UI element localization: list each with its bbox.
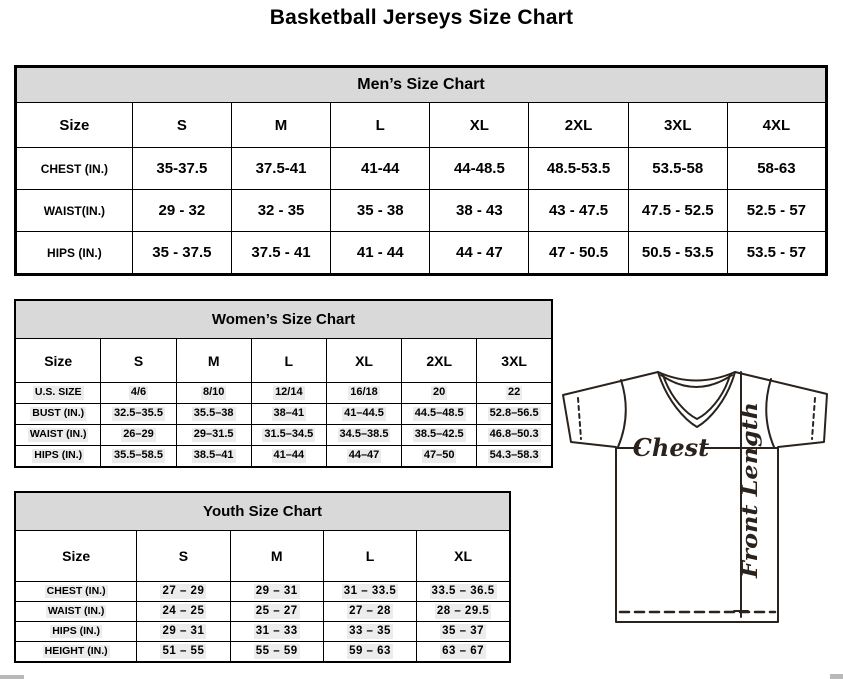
row-label-text: BUST (IN.)	[32, 407, 85, 420]
table-row	[15, 642, 510, 663]
table-row	[15, 425, 552, 446]
value-cell: 53.5-58	[628, 148, 727, 190]
value-cell	[101, 383, 176, 404]
value-cell	[137, 582, 230, 602]
value-cell-text: 51 – 55	[162, 645, 205, 658]
size-header-cell: 2XL	[529, 103, 628, 148]
value-cell: 41-44	[331, 148, 430, 190]
size-header-cell: M	[176, 339, 251, 383]
value-cell	[101, 404, 176, 425]
value-cell-text: 20	[433, 386, 446, 399]
value-cell	[326, 404, 401, 425]
value-cell	[402, 404, 477, 425]
value-cell	[230, 602, 323, 622]
value-cell-text: 35.5–58.5	[114, 449, 163, 462]
value-cell	[137, 622, 230, 642]
row-label	[15, 622, 137, 642]
table-title: Youth Size Chart	[15, 492, 510, 531]
value-cell	[230, 582, 323, 602]
row-label-text: HIPS (IN.)	[52, 624, 101, 637]
mens-size-table	[14, 65, 828, 276]
value-cell-text: 4/6	[130, 386, 147, 399]
value-cell-text: 47–50	[423, 449, 455, 462]
value-cell: 29 - 32	[132, 190, 231, 232]
value-cell-text: 12/14	[275, 386, 303, 399]
size-column-header: Size	[15, 531, 137, 582]
value-cell-text: 63 – 67	[442, 645, 485, 658]
value-cell	[230, 622, 323, 642]
value-cell: 53.5 - 57	[727, 232, 826, 275]
value-cell-text: 59 – 63	[349, 645, 391, 658]
value-cell	[477, 383, 552, 404]
horizontal-scrollbar-fragment-right[interactable]	[830, 674, 843, 679]
value-cell: 52.5 - 57	[727, 190, 826, 232]
row-label	[15, 383, 101, 404]
value-cell	[477, 446, 552, 468]
value-cell-text: 29–31.5	[193, 428, 234, 441]
jersey-right-seam	[766, 379, 774, 447]
value-cell	[477, 425, 552, 446]
value-cell-text: 46.8–50.3	[489, 428, 539, 441]
value-cell-text: 52.8–56.5	[489, 407, 539, 420]
value-cell: 41 - 44	[331, 232, 430, 275]
value-cell	[417, 622, 510, 642]
table-title: Women’s Size Chart	[15, 300, 552, 339]
table-row	[16, 232, 827, 275]
row-label-text: HEIGHT (IN.)	[44, 644, 108, 657]
value-cell: 58-63	[727, 148, 826, 190]
value-cell	[323, 642, 416, 663]
size-column-header: Size	[15, 339, 101, 383]
page-title: Basketball Jerseys Size Chart	[269, 6, 574, 29]
row-label-text: U.S. SIZE	[34, 386, 82, 399]
row-label	[15, 642, 137, 663]
value-cell-text: 55 – 59	[255, 645, 298, 658]
value-cell: 47.5 - 52.5	[628, 190, 727, 232]
value-cell	[176, 383, 251, 404]
value-cell-text: 25 – 27	[255, 605, 298, 618]
value-cell: 35 - 38	[331, 190, 430, 232]
value-cell-text: 44.5–48.5	[414, 407, 464, 420]
table-row	[15, 404, 552, 425]
value-cell: 35-37.5	[132, 148, 231, 190]
value-cell-text: 41–44.5	[344, 407, 384, 420]
womens-size-table	[14, 299, 553, 468]
value-cell	[251, 425, 326, 446]
table-row	[15, 622, 510, 642]
jersey-right-cuff-dashes	[812, 398, 815, 439]
value-cell-text: 38.5–42.5	[414, 428, 464, 441]
value-cell	[477, 404, 552, 425]
value-cell-text: 31 – 33.5	[343, 585, 397, 598]
row-label-text: CHEST (IN.)	[46, 584, 106, 597]
row-label-text: WAIST (IN.)	[47, 604, 105, 617]
value-cell-text: 33.5 – 36.5	[431, 585, 495, 598]
value-cell: 43 - 47.5	[529, 190, 628, 232]
value-cell-text: 35.5–38	[193, 407, 234, 420]
value-cell	[326, 425, 401, 446]
size-header-cell: S	[132, 103, 231, 148]
row-label	[15, 582, 137, 602]
row-label: WAIST(IN.)	[16, 190, 133, 232]
size-header-cell: L	[251, 339, 326, 383]
value-cell: 35 - 37.5	[132, 232, 231, 275]
value-cell: 38 - 43	[430, 190, 529, 232]
table-title: Men’s Size Chart	[16, 67, 827, 103]
value-cell	[323, 602, 416, 622]
value-cell-text: 44–47	[348, 449, 380, 462]
jersey-left-cuff-dashes	[578, 398, 581, 439]
row-label	[15, 446, 101, 468]
table-row	[15, 602, 510, 622]
row-label	[15, 425, 101, 446]
value-cell-text: 26–29	[123, 428, 154, 441]
value-cell: 50.5 - 53.5	[628, 232, 727, 275]
value-cell-text: 27 – 29	[162, 585, 205, 598]
value-cell	[137, 602, 230, 622]
value-cell	[417, 582, 510, 602]
value-cell-text: 24 – 25	[162, 605, 205, 618]
value-cell	[176, 425, 251, 446]
value-cell-text: 34.5–38.5	[339, 428, 389, 441]
size-header-cell: M	[230, 531, 323, 582]
value-cell	[101, 446, 176, 468]
value-cell	[230, 642, 323, 663]
value-cell-text: 27 – 28	[349, 605, 391, 618]
size-header-cell: 4XL	[727, 103, 826, 148]
size-column-header: Size	[16, 103, 133, 148]
size-header-cell: L	[331, 103, 430, 148]
value-cell	[326, 446, 401, 468]
row-label-text: HIPS (IN.)	[34, 449, 83, 462]
value-cell-text: 38.5–41	[193, 449, 234, 462]
value-cell: 32 - 35	[231, 190, 330, 232]
value-cell	[251, 383, 326, 404]
value-cell-text: 32.5–35.5	[114, 407, 163, 420]
value-cell: 47 - 50.5	[529, 232, 628, 275]
value-cell-text: 38–41	[273, 407, 305, 420]
value-cell-text: 16/18	[350, 386, 378, 399]
value-cell	[402, 425, 477, 446]
value-cell-text: 35 – 37	[442, 625, 485, 638]
value-cell-text: 54.3–58.3	[489, 449, 539, 462]
row-label	[15, 602, 137, 622]
jersey-left-seam	[618, 380, 626, 447]
size-header-cell: S	[101, 339, 176, 383]
value-cell: 37.5-41	[231, 148, 330, 190]
value-cell-text: 29 – 31	[162, 625, 205, 638]
value-cell: 44 - 47	[430, 232, 529, 275]
size-header-cell: 3XL	[628, 103, 727, 148]
chest-label: Chest	[632, 433, 710, 462]
size-header-cell: XL	[430, 103, 529, 148]
value-cell-text: 41–44	[273, 449, 305, 462]
size-header-cell: L	[323, 531, 416, 582]
value-cell	[326, 383, 401, 404]
value-cell-text: 28 – 29.5	[436, 605, 490, 618]
value-cell: 44-48.5	[430, 148, 529, 190]
table-row	[16, 190, 827, 232]
value-cell	[417, 642, 510, 663]
front-length-label: Front Length	[737, 423, 762, 578]
size-header-cell: 2XL	[402, 339, 477, 383]
value-cell-text: 22	[508, 386, 521, 399]
row-label: HIPS (IN.)	[16, 232, 133, 275]
youth-size-table	[14, 491, 511, 663]
row-label: CHEST (IN.)	[16, 148, 133, 190]
table-row	[15, 383, 552, 404]
value-cell-text: 31.5–34.5	[264, 428, 314, 441]
value-cell	[402, 383, 477, 404]
jersey-diagram	[558, 362, 834, 628]
value-cell	[323, 622, 416, 642]
row-label	[15, 404, 101, 425]
value-cell-text: 31 – 33	[255, 625, 298, 638]
value-cell: 48.5-53.5	[529, 148, 628, 190]
size-header-cell: M	[231, 103, 330, 148]
value-cell-text: 33 – 35	[349, 625, 391, 638]
value-cell	[101, 425, 176, 446]
value-cell	[402, 446, 477, 468]
value-cell	[176, 446, 251, 468]
row-label-text: WAIST (IN.)	[29, 428, 87, 441]
value-cell-text: 8/10	[202, 386, 225, 399]
table-row	[15, 446, 552, 468]
value-cell	[137, 642, 230, 663]
horizontal-scrollbar-fragment-left[interactable]	[0, 675, 24, 679]
table-row	[15, 582, 510, 602]
value-cell	[251, 446, 326, 468]
size-header-cell: XL	[417, 531, 510, 582]
size-header-cell: XL	[326, 339, 401, 383]
value-cell	[176, 404, 251, 425]
size-header-cell: 3XL	[477, 339, 552, 383]
value-cell-text: 29 – 31	[255, 585, 298, 598]
value-cell	[417, 602, 510, 622]
value-cell: 37.5 - 41	[231, 232, 330, 275]
table-row	[16, 148, 827, 190]
value-cell	[251, 404, 326, 425]
value-cell	[323, 582, 416, 602]
size-header-cell: S	[137, 531, 230, 582]
jersey-outline	[563, 372, 827, 622]
